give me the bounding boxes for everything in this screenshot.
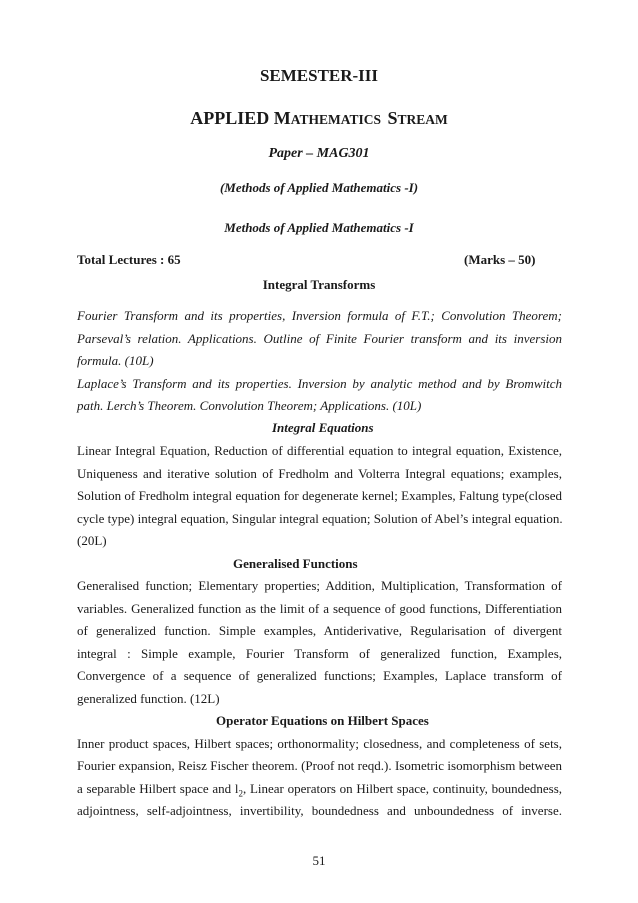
paragraph-line: Solution of Fredholm integral equation for degenerate kernel; Examples, Faltung type(closed — [77, 488, 562, 503]
semester-heading: SEMESTER-III — [259, 66, 379, 85]
paragraph-line: Fourier Transform and its properties, Inversion formula of F.T.; Convolution Theorem; — [77, 308, 562, 323]
section-heading-integral-equations: Integral Equations — [272, 420, 374, 435]
paragraph-line: Generalised function; Elementary properties; Addition, Multiplication, Transformation of — [77, 578, 562, 593]
paragraph-line: of generalized function. Simple examples, Antiderivative, Regularisation of divergent — [77, 623, 562, 638]
paragraph-line: variables. Generalized function as the limit of a sequence of good functions, Differentiation — [77, 601, 562, 616]
paragraph-line: adjointness, self-adjointness, invertibility, boundedness and unboundedness of inverse. — [77, 803, 562, 818]
paragraph-line: a separable Hilbert space and $l_2$, Linear operators on Hilbert space, continuity, boundedness, — [77, 781, 562, 799]
paragraph-line: path. Lerch’s Theorem. Convolution Theorem; Applications. (10L) — [77, 398, 422, 413]
paragraph-line: Parseval’s relation. Applications. Outline of Finite Fourier transform and its inversion — [77, 331, 562, 346]
section-heading-generalised-functions: Generalised Functions — [233, 556, 358, 571]
section-heading-integral-transforms: Integral Transforms — [262, 277, 376, 292]
section-heading-operator-equations: Operator Equations on Hilbert Spaces — [216, 713, 429, 728]
paragraph-line: Uniqueness and iterative solution of Fredholm and Volterra Integral equations; examples, — [77, 466, 562, 481]
paragraph-line: generalized function. (12L) — [77, 691, 220, 706]
paragraph-line: integral : Simple example, Fourier Transform of generalized function, Examples, — [77, 646, 562, 661]
paragraph-line: Inner product spaces, Hilbert spaces; orthonormality; closedness, and completeness of sets, — [77, 736, 562, 751]
page-number: 51 — [312, 853, 326, 868]
paragraph-line: cycle type) integral equation, Singular integral equation; Solution of Abel’s integral equation. — [77, 511, 563, 526]
total-lectures: Total Lectures : 65 — [77, 252, 181, 267]
paragraph-line: Convergence of a sequence of generalized functions; Examples, Laplace transform of — [77, 668, 562, 683]
paper-subtitle: (Methods of Applied Mathematics -I) — [219, 180, 419, 195]
paragraph-line: Linear Integral Equation, Reduction of differential equation to integral equation, Existence, — [77, 443, 562, 458]
course-title: Methods of Applied Mathematics -I — [224, 220, 414, 235]
stream-heading: APPLIED MATHEMATICS STREAM — [190, 108, 448, 128]
paper-code: Paper – MAG301 — [268, 146, 370, 161]
paragraph-line: Fourier expansion, Reisz Fischer theorem. (Proof not reqd.). Isometric isomorphism between — [77, 758, 562, 773]
marks: (Marks – 50) — [464, 252, 536, 267]
paragraph-line: (20L) — [77, 533, 107, 548]
paragraph-line: formula. (10L) — [77, 353, 154, 368]
paragraph-line: Laplace’s Transform and its properties. Inversion by analytic method and by Bromwitch — [77, 376, 562, 391]
